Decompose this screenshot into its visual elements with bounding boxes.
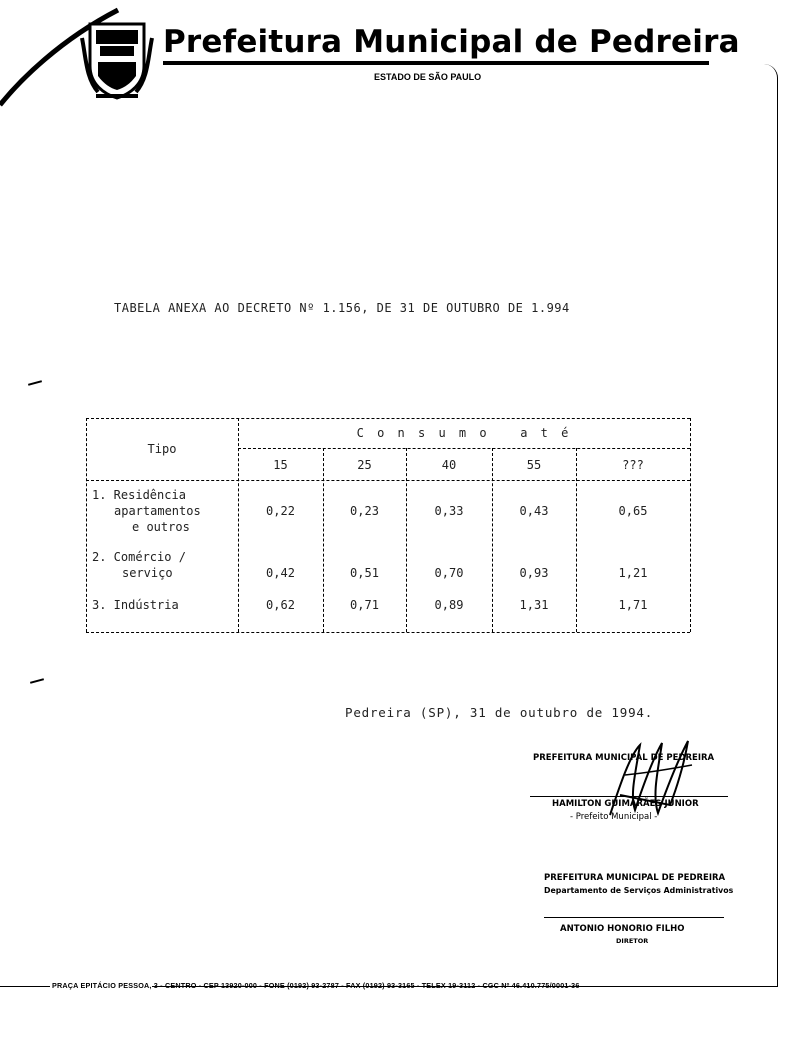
header-consumo: C o n s u m o a t é: [356, 426, 572, 440]
table-divider-consumo: [238, 448, 690, 449]
table-border-top: [86, 418, 690, 419]
row-value: 0,22: [266, 504, 295, 518]
row-label: 3. Indústria: [92, 598, 179, 612]
director-name: ANTONIO HONORIO FILHO: [560, 924, 685, 934]
header-consumo-col: 40: [441, 458, 457, 472]
row-value: 1,71: [618, 598, 648, 612]
row-value: 0,33: [434, 504, 464, 518]
row-value: 0,93: [519, 566, 549, 580]
header-tipo: Tipo: [147, 442, 177, 456]
municipal-crest-icon: [80, 18, 154, 100]
signature-line: [544, 917, 724, 918]
director-org: PREFEITURA MUNICIPAL DE PEDREIRA: [544, 873, 726, 883]
state-subtitle: ESTADO DE SÃO PAULO: [374, 72, 482, 82]
row-label: e outros: [132, 520, 190, 534]
mayor-role: - Prefeito Municipal -: [570, 812, 658, 822]
row-value: 0,43: [519, 504, 549, 518]
page-title: Prefeitura Municipal de Pedreira: [163, 24, 740, 60]
row-value: 0,71: [350, 598, 379, 612]
footer-address: PRAÇA EPITÁCIO PESSOA, 3 - CENTRO - CEP 13920-000 - FONE (0192) 93-2787 - FAX (0192) 93-3165 - TELEX 19-3112 - CGC Nº 46.410.775/0001-36: [52, 981, 580, 990]
row-label: 2. Comércio /: [92, 550, 186, 564]
director-dept: Departamento de Serviços Administrativos: [544, 886, 734, 895]
row-value: 0,62: [266, 598, 295, 612]
mayor-name: HAMILTON GUIMARÃES JUNIOR: [552, 799, 699, 809]
table-border-bottom: [86, 632, 690, 633]
row-label: 1. Residência: [92, 488, 186, 502]
row-value: 0,51: [350, 566, 379, 580]
header-consumo-col: ???: [622, 458, 644, 472]
document-heading: TABELA ANEXA AO DECRETO Nº 1.156, DE 31 DE OUTUBRO DE 1.994: [114, 301, 570, 315]
mayor-org: PREFEITURA MUNICIPAL DE PEDREIRA: [533, 753, 715, 763]
table-header-rule: [86, 480, 690, 481]
footer-rule: [0, 986, 50, 987]
table-border-right: [690, 418, 691, 632]
header-consumo-col: 55: [526, 458, 542, 472]
row-value: 1,31: [519, 598, 549, 612]
row-value: 0,89: [434, 598, 464, 612]
row-value: 0,65: [618, 504, 648, 518]
header-consumo-col: 25: [357, 458, 372, 472]
tariff-table: [86, 418, 690, 632]
margin-mark: [28, 380, 42, 386]
place-date: Pedreira (SP), 31 de outubro de 1994.: [345, 705, 654, 720]
margin-mark: [30, 678, 44, 684]
row-value: 1,21: [618, 566, 648, 580]
row-value: 0,42: [266, 566, 295, 580]
row-label: apartamentos: [114, 504, 201, 518]
row-label: serviço: [122, 566, 173, 580]
director-role: DIRETOR: [616, 937, 649, 945]
row-value: 0,23: [350, 504, 379, 518]
row-value: 0,70: [434, 566, 464, 580]
signature-line: [530, 796, 728, 797]
header-consumo-col: 15: [273, 458, 288, 472]
